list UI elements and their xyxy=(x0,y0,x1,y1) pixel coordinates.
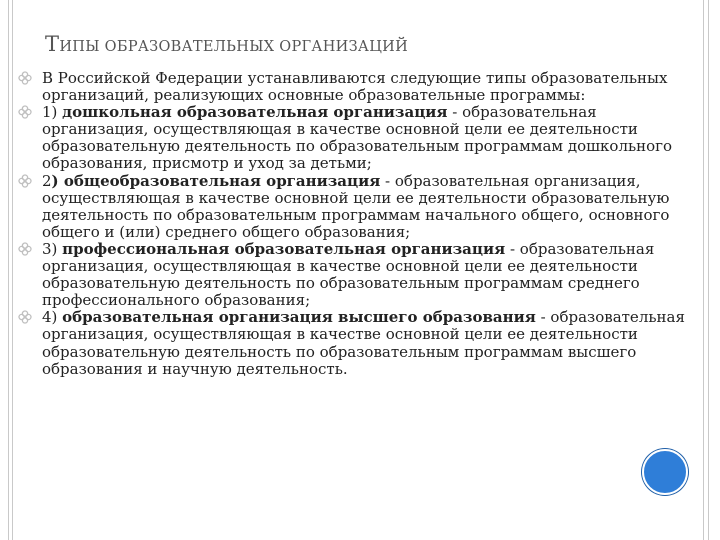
clover-bullet-icon xyxy=(18,71,32,85)
list-item xyxy=(42,70,690,104)
item-term: образовательная организация высшего образования xyxy=(62,308,536,327)
list-item xyxy=(42,309,690,377)
item-prefix: 3) xyxy=(42,239,63,258)
clover-bullet-icon xyxy=(18,242,32,256)
item-prefix: 4) xyxy=(42,308,63,327)
clover-bullet-icon xyxy=(18,105,32,119)
slide-title xyxy=(45,32,685,56)
left-border-line xyxy=(12,0,13,540)
list-item xyxy=(42,173,690,241)
list-item xyxy=(42,104,690,172)
item-text: - образовательная организация, осуществляющая в качестве основной цели ее деятельности образовательную деятельность по образовательным программам начального общего, основного общего и (или) среднего общего образования; xyxy=(42,171,670,241)
title-rest: ИПЫ ОБРАЗОВАТЕЛЬНЫХ ОРГАНИЗАЦИЙ xyxy=(59,39,409,55)
item-term: ) общеобразовательная организация xyxy=(51,171,381,190)
item-prefix: 1) xyxy=(42,103,63,122)
item-term: дошкольная образовательная организация xyxy=(62,103,448,122)
clover-bullet-icon xyxy=(18,174,32,188)
right-border-line xyxy=(708,0,709,540)
bullet-list xyxy=(42,70,690,378)
item-prefix: 2 xyxy=(42,171,52,190)
list-item xyxy=(42,241,690,309)
item-text: - образовательная организация, осуществляющая в качестве основной цели ее деятельности образовательную деятельность по образовательным программам высшего образования и научную деятельность. xyxy=(42,308,685,378)
item-term: профессиональная образовательная организация xyxy=(62,239,506,258)
clover-bullet-icon xyxy=(18,310,32,324)
right-border-line xyxy=(703,0,704,540)
title-first-letter: Т xyxy=(45,32,60,56)
item-text: - образовательная организация, осуществляющая в качестве основной цели ее деятельности образовательную деятельность по образовательным программам среднего профессионального образования; xyxy=(42,239,655,310)
item-text: В Российской Федерации устанавливаются следующие типы образовательных организаций, реализующих основные образовательные программы: xyxy=(42,69,668,105)
blue-circle-icon xyxy=(642,449,688,495)
item-text: - образовательная организация, осуществляющая в качестве основной цели ее деятельности образовательную деятельность по образовательным программам дошкольного образования, присмотр и уход за детьми; xyxy=(42,103,673,173)
left-border-line xyxy=(8,0,9,540)
